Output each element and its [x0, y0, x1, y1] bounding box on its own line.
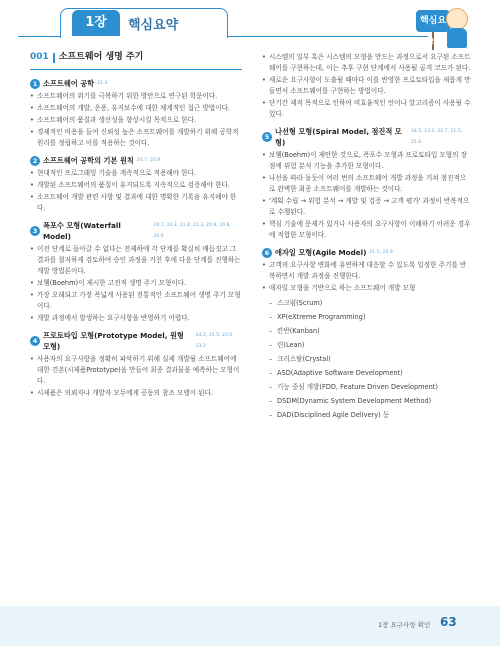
subsection-4-list — [30, 354, 242, 399]
list-item: • 애자일 모형을 기반으로 하는 소프트웨어 개발 모형 — [262, 283, 472, 294]
exam-reference: 24.7, 24.2, 21.8, 21.3, 20.9, 20.8, 20.6 — [153, 223, 231, 239]
list-item: • 고객의 요구사항 변화에 유연하게 대응할 수 있도록 일정한 주기를 반복하면서 개발 과정을 진행한다. — [262, 260, 472, 282]
list-item: • 보헴(Boehm)이 제시한 고전적 생명 주기 모형이다. — [30, 278, 242, 289]
list-item: • 단기간 제작 목적으로 인하여 비효율적인 언어나 알고리즘이 사용될 수 있다. — [262, 98, 472, 120]
page-header — [0, 0, 500, 46]
subsection-number: 1 — [30, 79, 40, 89]
list-item: • 개발 과정에서 발생하는 요구사항을 반영하기 어렵다. — [30, 313, 242, 324]
subsection-title: 나선형 모형(Spiral Model, 점진적 모형) — [275, 127, 402, 147]
list-item: – DSDM(Dynamic System Development Method) — [269, 396, 472, 407]
list-item: • 경제적인 비용을 들여 신뢰성 높은 소프트웨어를 개발하기 위해 공학적 원리를 정립하고 이를 적용하는 것이다. — [30, 127, 242, 149]
mascot-sign: 핵심요약 — [416, 10, 450, 32]
subsection-5-heading — [262, 126, 472, 148]
section-rule — [30, 69, 242, 70]
list-item: – ASD(Adaptive Software Development) — [269, 368, 472, 379]
exam-reference: 21.3 — [97, 81, 108, 86]
subsection-2-list — [30, 168, 242, 214]
footer-chapter-label: 1장 요구사항 확인 — [378, 621, 431, 629]
exam-reference: 24.2, 24.5, 23.5, 23.2 — [195, 333, 234, 349]
subsection-4-heading — [30, 330, 242, 352]
subsection-title: 폭포수 모형(Waterfall Model) — [43, 221, 121, 241]
chapter-title: 핵심요약 — [128, 18, 179, 33]
subsection-title: 소프트웨어 공학 — [43, 79, 95, 88]
subsection-4-continued-list — [262, 52, 472, 120]
section-divider — [53, 53, 55, 63]
list-item: • 이전 단계로 돌아갈 수 없다는 전제하에 각 단계를 확실히 매듭짓고 그 결과를 철저하게 검토하여 승인 과정을 거친 후에 다음 단계를 진행하는 개발 방법론이다. — [30, 244, 242, 277]
list-item: • 개발된 소프트웨어의 품질이 유지되도록 지속적으로 검증해야 한다. — [30, 180, 242, 191]
list-item: • 소프트웨어의 품질과 생산성을 향상시킬 목적으로 한다. — [30, 115, 242, 126]
list-item: • 사용자의 요구사항을 정확히 파악하기 위해 실제 개발될 소프트웨어에 대한 견본(시제품Prototype)을 만들어 최종 결과물을 예측하는 모형이다. — [30, 354, 242, 387]
list-item: – DAD(Disciplined Agile Delivery) 등 — [269, 410, 472, 421]
subsection-6-list — [262, 260, 472, 294]
list-item: – 린(Lean) — [269, 340, 472, 351]
list-item: • 소프트웨어 개발 관련 사항 및 결과에 대한 명확한 기록을 유지해야 한다. — [30, 192, 242, 214]
subsection-title: 프로토타입 모형(Prototype Model, 원형 모형) — [43, 331, 184, 351]
subsection-number: 2 — [30, 156, 40, 166]
list-item: – 크리스탈(Crystal) — [269, 354, 472, 365]
subsection-1-heading — [30, 78, 242, 89]
list-item: – 칸반(Kanban) — [269, 326, 472, 337]
list-item: • 소프트웨어의 개발, 운용, 유지보수에 대한 체계적인 접근 방법이다. — [30, 103, 242, 114]
page-footer — [0, 606, 500, 646]
list-item: – 스크럼(Scrum) — [269, 298, 472, 309]
list-item: • 시제품은 의뢰자나 개발자 모두에게 공동의 참조 모델이 된다. — [30, 388, 242, 399]
list-item: • 시스템의 일부 혹은 시스템의 모형을 만드는 과정으로서 요구된 소프트웨어를 구현하는데, 이는 추후 구현 단계에서 사용될 골격 코드가 된다. — [262, 52, 472, 74]
subsection-number: 5 — [262, 132, 272, 142]
subsection-3-list — [30, 244, 242, 324]
page-number: 63 — [440, 615, 457, 629]
subsection-5-list — [262, 150, 472, 241]
subsection-6-heading — [262, 247, 472, 258]
subsection-title: 소프트웨어 공학의 기본 원칙 — [43, 156, 134, 165]
section-heading — [30, 52, 242, 63]
subsection-1-list — [30, 91, 242, 149]
exam-reference: 21.5, 20.9 — [369, 250, 393, 255]
exam-reference: 24.5, 23.2, 22.7, 21.5, 21.6 — [411, 129, 463, 145]
list-item: • 현대적인 프로그래밍 기술을 계속적으로 적용해야 한다. — [30, 168, 242, 179]
mascot-illustration — [416, 6, 472, 52]
list-item: • 소프트웨어의 위기를 극복하기 위한 방안으로 연구된 학문이다. — [30, 91, 242, 102]
list-item: • 보헴(Boehm)이 제안한 것으로, 폭포수 모형과 프로토타입 모형의 장점에 위험 분석 기능을 추가한 모형이다. — [262, 150, 472, 172]
subsection-2-heading — [30, 155, 242, 166]
chapter-badge: 1장 — [72, 10, 120, 36]
subsection-title: 애자일 모형(Agile Model) — [275, 248, 367, 257]
list-item: – XP(eXtreme Programming) — [269, 312, 472, 323]
left-column — [30, 52, 242, 403]
list-item: • 새로운 요구사항이 도출될 때마다 이를 반영한 프로토타입을 새롭게 만들면서 소프트웨어를 구현하는 방법이다. — [262, 75, 472, 97]
subsection-number: 6 — [262, 248, 272, 258]
section-number: 001 — [30, 52, 49, 62]
list-item: • 가장 오래되고 가장 폭넓게 사용된 전통적인 소프트웨어 생명 주기 모형이다. — [30, 290, 242, 312]
list-item: • '계획 수립 → 위험 분석 → 개발 및 검증 → 고객 평가' 과정이 반복적으로 수행된다. — [262, 196, 472, 218]
list-item: – 기능 중심 개발(FDD, Feature Driven Development) — [269, 382, 472, 393]
agile-models-list — [262, 298, 472, 421]
list-item: • 나선을 따라 돌듯이 여러 번의 소프트웨어 개발 과정을 거쳐 점진적으로 완벽한 최종 소프트웨어를 개발하는 것이다. — [262, 173, 472, 195]
section-title: 소프트웨어 생명 주기 — [58, 52, 144, 62]
mascot-head — [446, 8, 468, 30]
subsection-number: 4 — [30, 336, 40, 346]
subsection-3-heading — [30, 220, 242, 242]
right-column — [262, 52, 472, 425]
list-item: • 핵심 기술에 문제가 있거나 사용자의 요구사항이 이해하기 어려운 경우에 적합한 모형이다. — [262, 219, 472, 241]
mascot-body — [447, 28, 467, 48]
subsection-number: 3 — [30, 226, 40, 236]
exam-reference: 24.7, 20.8 — [136, 158, 161, 163]
